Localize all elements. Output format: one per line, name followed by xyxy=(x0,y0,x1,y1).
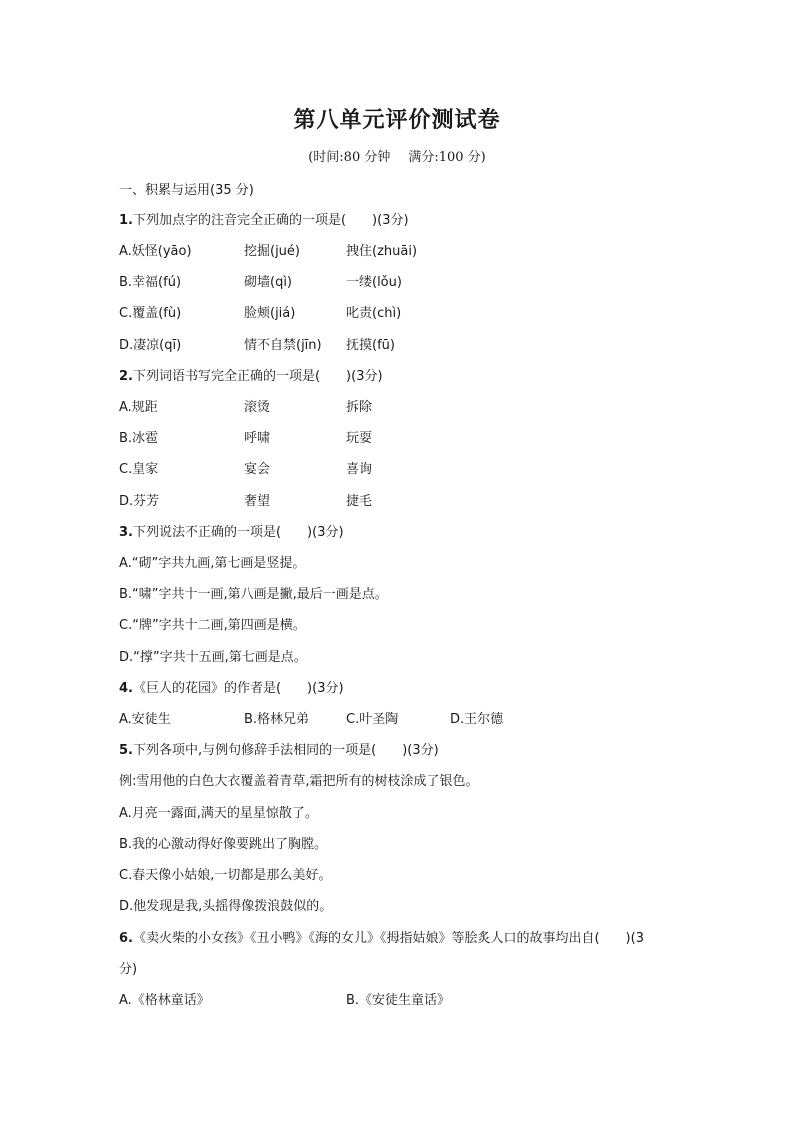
question-number: 4. xyxy=(119,681,133,696)
question-stem: 下列词语书写完全正确的一项是( )(3分) xyxy=(132,369,383,384)
q4-option-d: D.王尔德 xyxy=(450,712,504,727)
option-word: 叱责(chì) xyxy=(346,306,402,321)
option-word: 喜询 xyxy=(346,462,373,477)
option-word: 情不自禁(jīn) xyxy=(244,338,322,353)
option-word: D.芬芳 xyxy=(119,494,160,509)
option-word: 拽住(zhuāi) xyxy=(346,244,418,259)
option-word: C.覆盖(fù) xyxy=(119,306,182,321)
question-number: 6. xyxy=(119,931,133,946)
q5-option-c: C.春天像小姑娘,一切都是那么美好。 xyxy=(119,868,332,883)
q5-option-d: D.他发现是我,头摇得像拨浪鼓似的。 xyxy=(119,899,333,914)
option-word: 抚摸(fū) xyxy=(346,338,395,353)
option-word: 宴会 xyxy=(244,462,271,477)
question-6 xyxy=(119,927,644,946)
q4-option-c: C.叶圣陶 xyxy=(346,712,399,727)
page-title: 第八单元评价测试卷 xyxy=(293,107,501,133)
option-word: 玩耍 xyxy=(346,431,373,446)
option-word: 脸颊(jiá) xyxy=(244,306,296,321)
q4-option-a: A.安徒生 xyxy=(119,712,171,727)
question-stem: 下列说法不正确的一项是( )(3分) xyxy=(132,525,344,540)
question-stem: 下列各项中,与例句修辞手法相同的一项是( )(3分) xyxy=(132,743,439,758)
q3-option-d: D.“撑”字共十五画,第七画是点。 xyxy=(119,650,307,665)
option-word: 一缕(lǒu) xyxy=(346,275,402,290)
option-word: D.凄凉(qī) xyxy=(119,338,182,353)
option-word: 拆除 xyxy=(346,400,373,415)
question-1 xyxy=(119,209,409,228)
option-word: 砌墙(qì) xyxy=(244,275,293,290)
q5-option-b: B.我的心激动得好像要跳出了胸膛。 xyxy=(119,837,328,852)
question-number: 5. xyxy=(119,743,133,758)
option-word: 奢望 xyxy=(244,494,271,509)
option-word: C.皇家 xyxy=(119,462,159,477)
q3-option-c: C.“牌”字共十二画,第四画是横。 xyxy=(119,618,306,633)
question-stem: 下列加点字的注音完全正确的一项是( )(3分) xyxy=(132,213,409,228)
q6-option-b: B.《安徒生童话》 xyxy=(346,993,451,1008)
q5-option-a: A.月亮一露面,满天的星星惊散了。 xyxy=(119,806,318,821)
option-word: B.幸福(fú) xyxy=(119,275,182,290)
option-word: 滚烫 xyxy=(244,400,271,415)
question-5 xyxy=(119,739,439,758)
option-word: 呼啸 xyxy=(244,431,271,446)
option-word: A.规距 xyxy=(119,400,158,415)
option-word: 捷毛 xyxy=(346,494,373,509)
q3-option-a: A.“砌”字共九画,第七画是竖提。 xyxy=(119,556,306,571)
q4-option-b: B.格林兄弟 xyxy=(244,712,310,727)
question-3 xyxy=(119,521,344,540)
question-6-cont: 分) xyxy=(119,962,138,977)
question-number: 1. xyxy=(119,213,133,228)
question-2 xyxy=(119,365,383,384)
question-number: 3. xyxy=(119,525,133,540)
question-number: 2. xyxy=(119,369,133,384)
question-stem: 《巨人的花园》的作者是( )(3分) xyxy=(132,681,344,696)
question-4 xyxy=(119,677,344,696)
q5-example: 例:雪用他的白色大衣覆盖着青草,霜把所有的树枝涂成了银色。 xyxy=(119,774,479,789)
section-heading: 一、积累与运用(35 分) xyxy=(119,183,254,198)
question-stem: 《卖火柴的小女孩》《丑小鸭》《海的女儿》《拇指姑娘》等脍炙人口的故事均出自( )(3 xyxy=(132,931,644,946)
exam-full-score: 满分:100 分) xyxy=(408,150,486,165)
exam-time: (时间:80 分钟 xyxy=(308,150,391,165)
exam-info xyxy=(0,146,794,165)
option-word: 挖掘(jué) xyxy=(244,244,300,259)
option-word: B.冰雹 xyxy=(119,431,159,446)
option-word: A.妖怪(yāo) xyxy=(119,244,192,259)
q6-option-a: A.《格林童话》 xyxy=(119,993,210,1008)
q3-option-b: B.“啸”字共十一画,第八画是撇,最后一画是点。 xyxy=(119,587,388,602)
